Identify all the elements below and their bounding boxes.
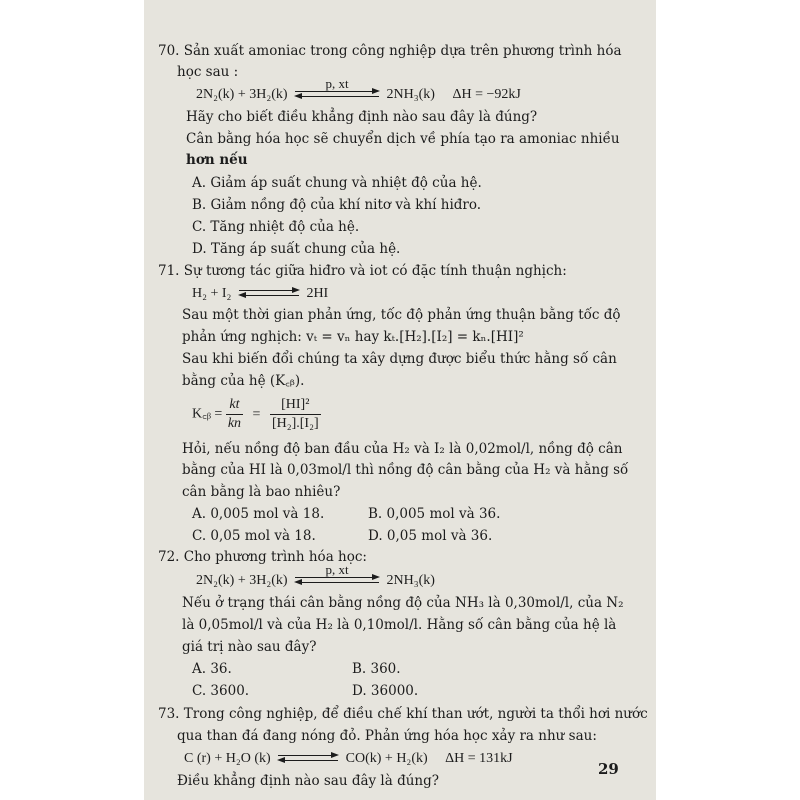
q71-title: 71. Sự tương tác giữa hiđro và iot có đặc tính thuận nghịch: [158,263,567,279]
q71-option-d: D. 0,05 mol và 36. [368,528,493,544]
q72-eq-condition: p, xt [325,561,349,577]
q71-para-line3: Sau khi biến đổi chúng ta xây dựng được biểu thức hằng số cân [182,351,617,367]
q71-eq-left: H₂ + I₂ [192,286,232,301]
q71-question-line3: cân bằng là bao nhiêu? [182,484,341,500]
q72-para-line2: là 0,05mol/l và của H₂ là 0,10mol/l. Hằng số cân bằng của hệ là [182,617,617,633]
book-page [144,0,656,800]
q70-option-b: B. Giảm nồng độ của khí nitơ và khí hiđro. [192,197,482,213]
q71-kn: kn [227,416,242,431]
q71-concentration-fraction [270,396,321,433]
equilibrium-arrow-icon [295,75,379,102]
q72-option-a: A. 36. [192,661,232,677]
q73-para-line1: qua than đá đang nóng đỏ. Phản ứng hóa học xảy ra như sau: [177,728,597,744]
q71-rate-fraction [226,396,243,433]
q70-option-c: C. Tăng nhiệt độ của hệ. [192,219,360,235]
q70-title-cont: học sau : [177,64,239,80]
q70-title: 70. Sản xuất amoniac trong công nghiệp dựa trên phương trình hóa [158,43,622,59]
q70-prompt: Hãy cho biết điều khẳng định nào sau đây là đúng? [186,109,538,125]
q70-equation [196,75,521,106]
q70-eq-condition: p, xt [325,75,349,91]
q72-option-d: D. 36000. [352,683,419,699]
q71-equation [192,283,328,305]
q73-enthalpy: ΔH = 131kJ [445,751,513,766]
q71-question-line2: bằng của HI là 0,03mol/l thì nồng độ cân bằng của H₂ và hằng số [182,462,629,478]
q72-eq-right: 2NH₃(k) [386,573,435,588]
q72-para-line3: giá trị nào sau đây? [182,639,317,655]
q73-eq-right: CO(k) + H₂(k) [345,751,428,766]
q70-stem-line1: Cân bằng hóa học sẽ chuyển dịch về phía tạo ra amoniac nhiều [186,131,620,147]
q72-equation [196,561,435,592]
q72-option-c: C. 3600. [192,683,250,699]
equilibrium-arrow-icon [295,561,379,588]
q71-option-a: A. 0,005 mol và 18. [192,506,325,522]
q71-option-b: B. 0,005 mol và 36. [368,506,501,522]
page-number: 29 [598,760,619,778]
q70-option-a: A. Giảm áp suất chung và nhiệt độ của hệ. [192,175,482,191]
q72-option-b: B. 360. [352,661,401,677]
q70-enthalpy: ΔH = −92kJ [452,87,521,102]
equilibrium-arrow-icon [239,287,299,301]
q70-stem-line2: hơn nếu [186,152,248,168]
q72-para-line1: Nếu ở trạng thái cân bằng nồng độ của NH₃ là 0,30mol/l, của N₂ [182,595,624,611]
q72-title: 72. Cho phương trình hóa học: [158,549,367,565]
q71-option-c: C. 0,05 mol và 18. [192,528,316,544]
q71-para-line1: Sau một thời gian phản ứng, tốc độ phản ứng thuận bằng tốc độ [182,307,621,323]
q71-kt: kt [226,396,243,415]
q71-hi-squared: [HI]² [270,396,321,415]
q71-para-line2: phản ứng nghịch: vₜ = vₙ hay kₜ.[H₂].[I₂] = kₙ.[HI]² [182,329,524,345]
q73-title: 73. Trong công nghiệp, để điều chế khí than ướt, người ta thổi hơi nước [158,706,648,722]
q71-eq-right: 2HI [306,286,329,301]
q73-prompt: Điều khẳng định nào sau đây là đúng? [177,773,439,789]
q71-formula [192,396,321,433]
equilibrium-arrow-icon [278,752,338,766]
q70-option-d: D. Tăng áp suất chung của hệ. [192,241,401,257]
q71-question-line1: Hỏi, nếu nồng độ ban đầu của H₂ và I₂ là 0,02mol/l, nồng độ cân [182,441,623,457]
q71-para-line4: bằng của hệ (K꜀ᵦ). [182,373,305,389]
q71-h2-i2: [H₂].[I₂] [271,416,319,431]
q73-eq-left: C (r) + H₂O (k) [184,751,271,766]
q73-equation [184,748,513,770]
q70-eq-left: 2N₂(k) + 3H₂(k) [196,87,288,102]
q72-eq-left: 2N₂(k) + 3H₂(k) [196,573,288,588]
q70-eq-right: 2NH₃(k) [386,87,435,102]
q71-kcb-label: K꜀ᵦ = [192,406,223,422]
q71-equals: = [252,406,261,422]
